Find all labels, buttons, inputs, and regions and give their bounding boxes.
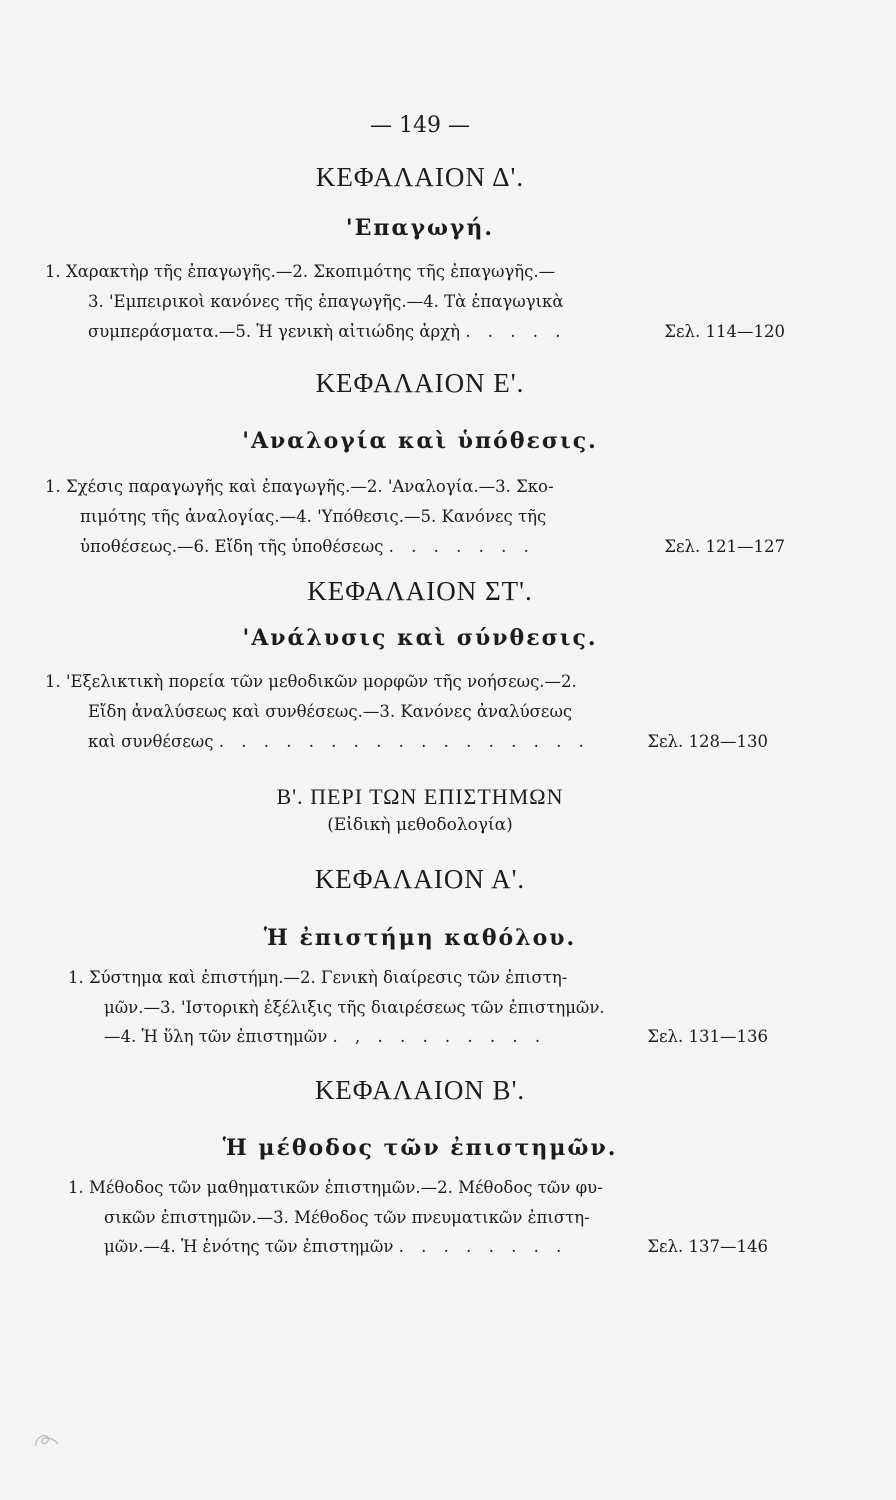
toc-line-final (80, 537, 785, 556)
chapter-title: Ἡ ἐπιστήμη καθόλου. (263, 925, 577, 951)
toc-line-final (88, 732, 768, 751)
chapter-heading: ΚΕΦΑΛΑΙΟΝ Ε'. (315, 368, 525, 398)
leader-dots: . . . . . . . . . . . . . . . . . (218, 732, 590, 751)
chapter-title: 'Επαγωγή. (345, 215, 495, 241)
toc-line: σικῶν ἐπιστημῶν.—3. Μέθοδος τῶν πνευματικῶν ἐπιστη- (104, 1208, 590, 1227)
page-range: Σελ. 128—130 (647, 732, 768, 751)
toc-text: καὶ συνθέσεως (88, 732, 214, 751)
leader-dots: . . . . . . . (388, 537, 535, 556)
chapter-title: 'Αναλογία καὶ ὑπόθεσις. (242, 428, 598, 454)
toc-line: 1. Σύστημα καὶ ἐπιστήμη.—2. Γενικὴ διαίρεσις τῶν ἐπιστη- (68, 968, 568, 987)
part-heading: Β'. ΠΕΡΙ ΤΩΝ ΕΠΙΣΤΗΜΩΝ (276, 784, 564, 809)
page-range: Σελ. 121—127 (664, 537, 785, 556)
chapter-title: Ἡ μέθοδος τῶν ἐπιστημῶν. (222, 1135, 618, 1161)
leader-dots: . . . . . . . . (398, 1237, 568, 1256)
chapter-heading: ΚΕΦΑΛΑΙΟΝ ΣΤ'. (307, 576, 533, 606)
chapter-heading: ΚΕΦΑΛΑΙΟΝ Β'. (314, 1075, 526, 1105)
toc-line-final (104, 1027, 768, 1046)
chapter-heading: ΚΕΦΑΛΑΙΟΝ Δ'. (315, 162, 525, 192)
page-range: Σελ. 137—146 (647, 1237, 768, 1256)
toc-text: ὑποθέσεως.—6. Εἴδη τῆς ὑποθέσεως (80, 537, 384, 556)
leader-dots: . . . . . (465, 322, 567, 341)
page-range: Σελ. 114—120 (664, 322, 785, 341)
toc-text: μῶν.—4. Ἡ ἑνότης τῶν ἐπιστημῶν (104, 1237, 394, 1256)
toc-text: —4. Ἡ ὕλη τῶν ἐπιστημῶν (104, 1027, 328, 1046)
toc-text: συμπεράσματα.—5. Ἡ γενικὴ αἰτιώδης ἀρχὴ (88, 322, 461, 341)
leader-dots: . , . . . . . . . . (332, 1027, 547, 1046)
page-number: — 149 — (370, 113, 470, 138)
toc-line: Εἴδη ἀναλύσεως καὶ συνθέσεως.—3. Κανόνες ἀναλύσεως (88, 702, 573, 721)
toc-line-final (104, 1237, 768, 1256)
toc-line: 1. Σχέσις παραγωγῆς καὶ ἐπαγωγῆς.—2. 'Αναλογία.—3. Σκο- (45, 477, 554, 496)
toc-line: 1. 'Εξελικτικὴ πορεία τῶν μεθοδικῶν μορφῶν τῆς νοήσεως.—2. (45, 672, 577, 691)
toc-line: πιμότης τῆς ἀναλογίας.—4. 'Υπόθεσις.—5. Κανόνες τῆς (80, 507, 547, 526)
chapter-heading: ΚΕΦΑΛΑΙΟΝ Α'. (314, 864, 526, 894)
toc-line: 3. 'Εμπειρικοὶ κανόνες τῆς ἐπαγωγῆς.—4. Τὰ ἐπαγωγικὰ (88, 292, 564, 311)
chapter-title: 'Ανάλυσις καὶ σύνθεσις. (242, 625, 598, 651)
toc-line-final (88, 322, 785, 341)
part-subheading: (Εἰδικὴ μεθοδολογία) (327, 815, 513, 835)
page-range: Σελ. 131—136 (647, 1027, 768, 1046)
toc-line: 1. Μέθοδος τῶν μαθηματικῶν ἐπιστημῶν.—2. Μέθοδος τῶν φυ- (68, 1178, 603, 1197)
pencil-mark-icon (32, 1428, 62, 1452)
toc-line: 1. Χαρακτὴρ τῆς ἐπαγωγῆς.—2. Σκοπιμότης τῆς ἐπαγωγῆς.— (45, 262, 556, 281)
toc-line: μῶν.—3. 'Ιστορικὴ ἐξέλιξις τῆς διαιρέσεως τῶν ἐπιστημῶν. (104, 998, 605, 1017)
